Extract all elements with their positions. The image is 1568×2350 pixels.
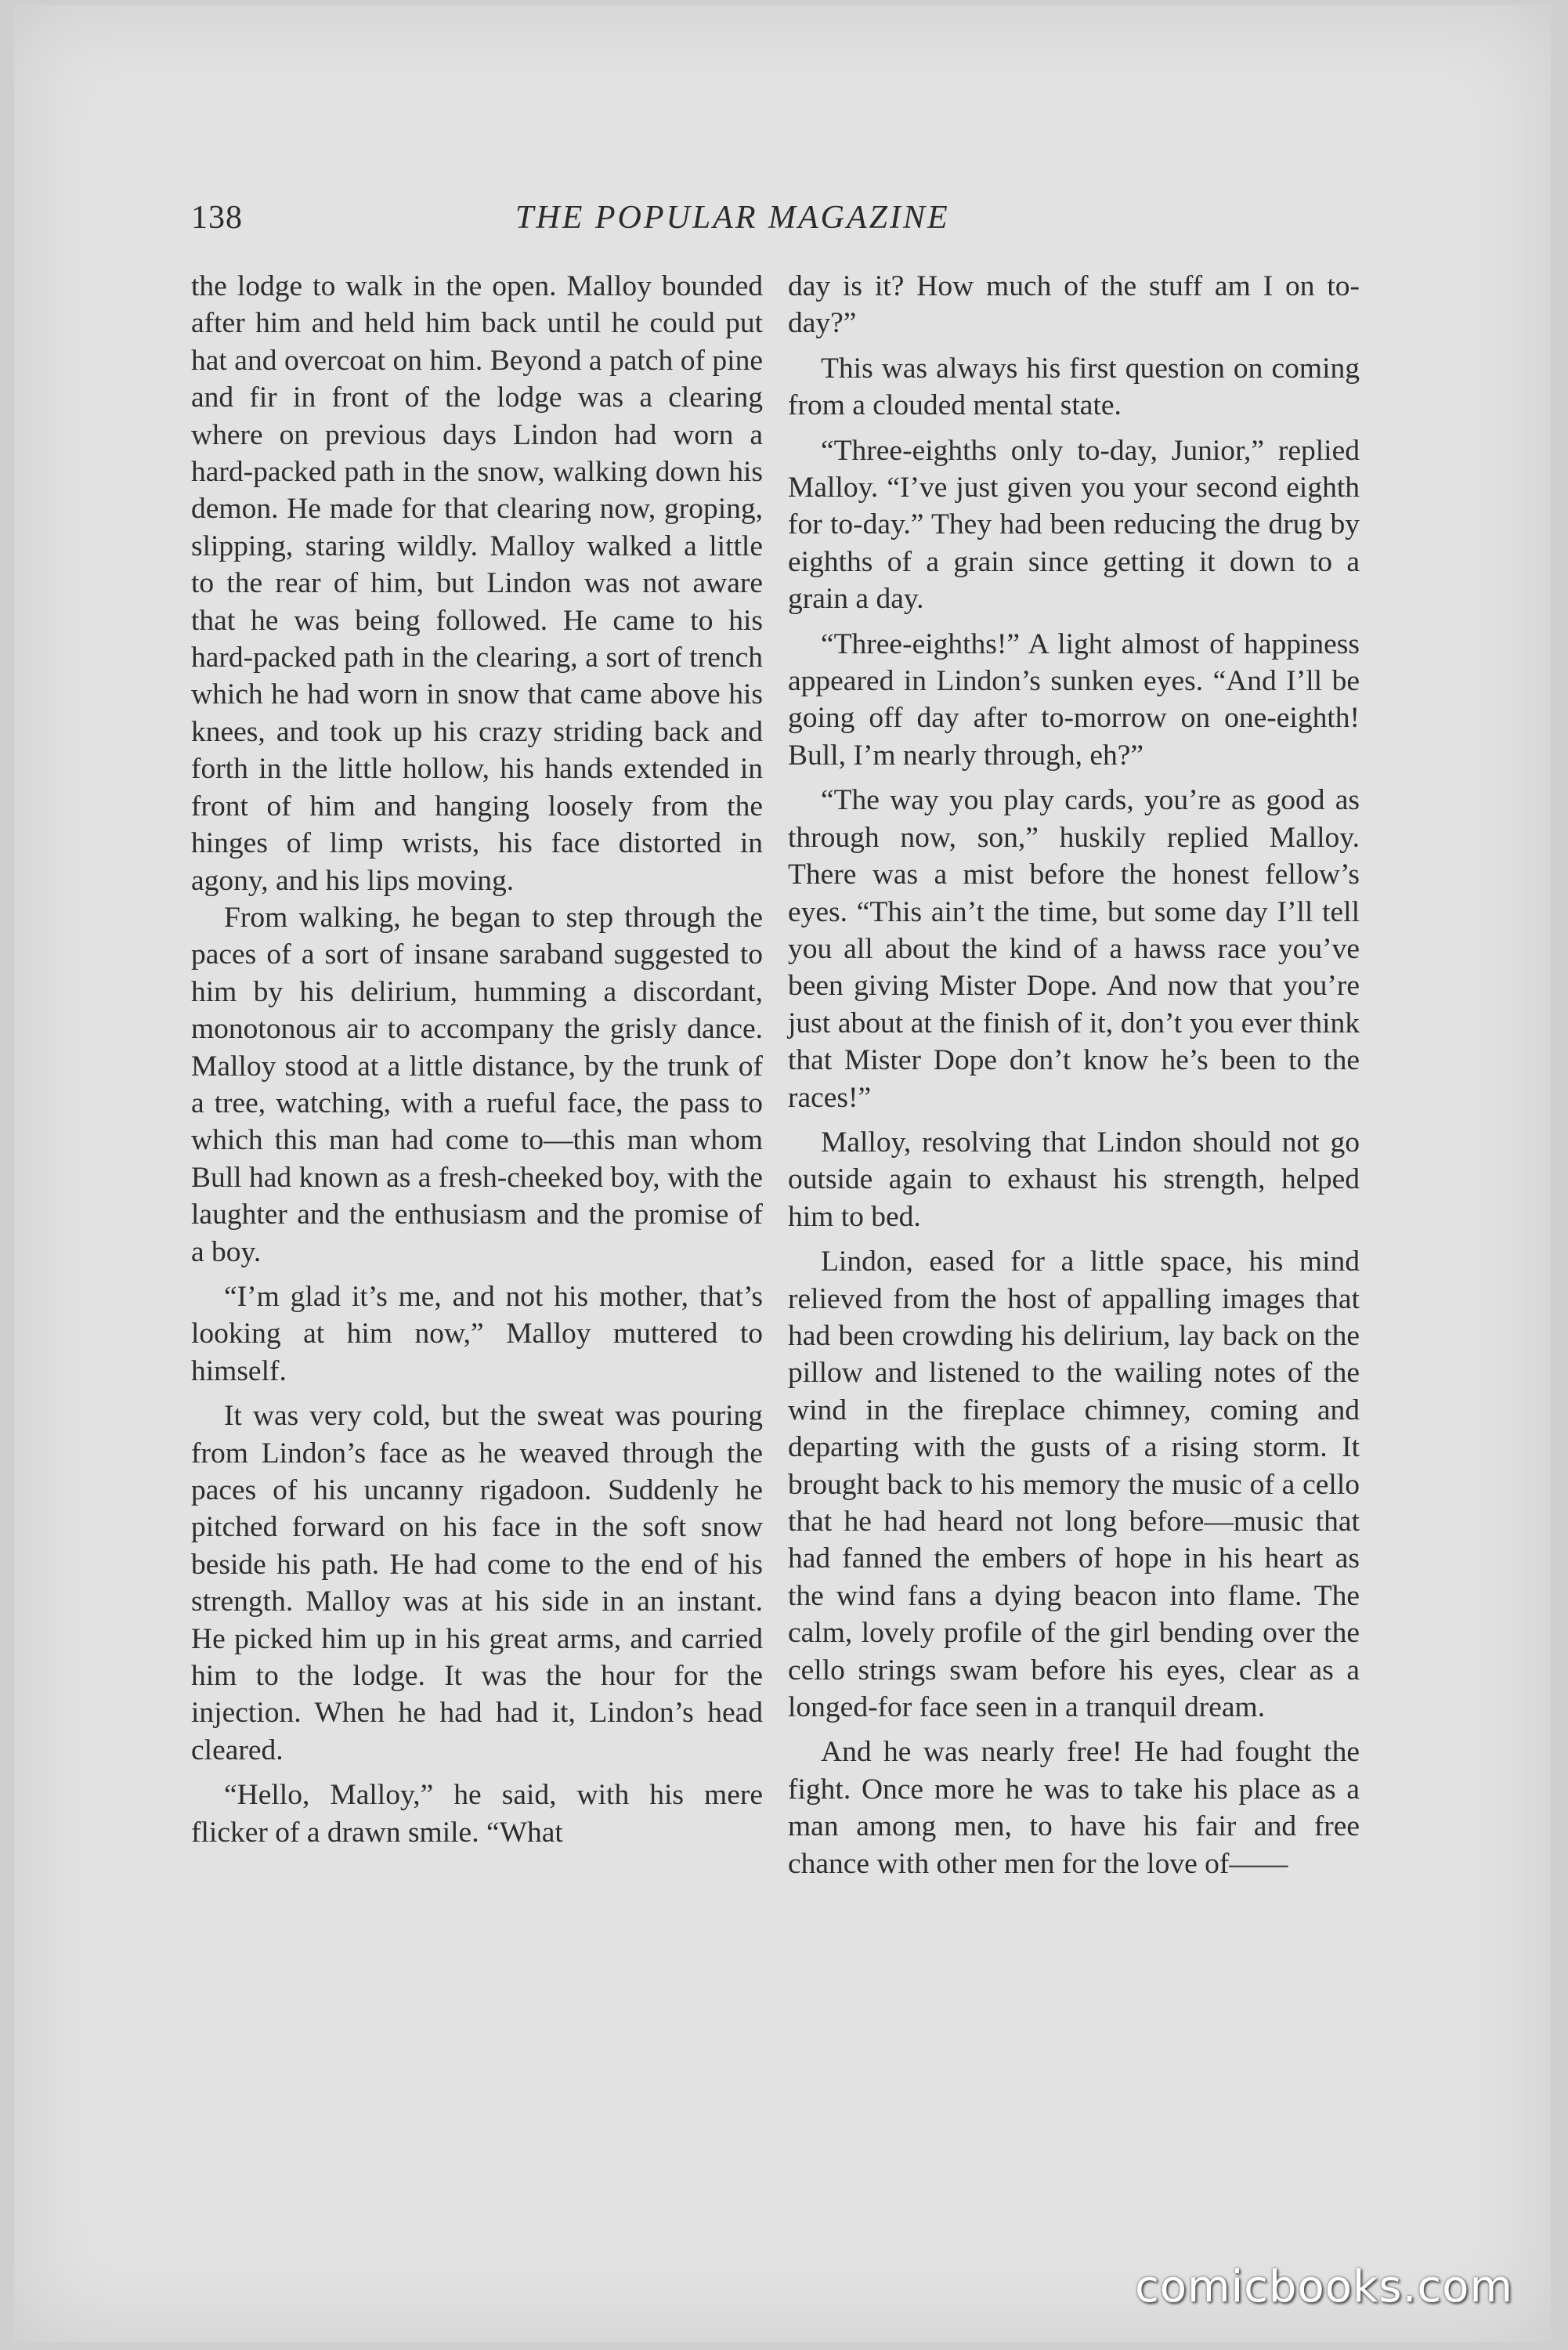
paragraph: “Hello, Malloy,” he said, with his mere flicker of a drawn smile. “What xyxy=(191,1779,763,1849)
paragraph: “The way you play cards, you’re as good as through now, son,” huskily replied Malloy. There was a mist before the honest fellow’s eyes. “This ain’t the time, but some day I’ll tell you all about the kind of a hawss race you’ve been giving Mister Dope. And now that you’re just about at the finish of it, don’t you ever think that Mister Dope don’t know he’s been to the races!” xyxy=(788,784,1360,1114)
paragraph: day is it? How much of the stuff am I on to-day?” xyxy=(788,270,1360,340)
right-column xyxy=(788,268,1360,1882)
paragraph: Lindon, eased for a little space, his mind relieved from the host of appalling images that had been crowding his delirium, lay back on the pillow and listened to the wailing notes of the wind in the fireplace chimney, coming and departing with the gusts of a rising storm. It brought back to his memory the music of a cello that he had heard not long before—music that had fanned the embers of hope in his heart as the wind fans a dying beacon into flame. The calm, lovely profile of the girl bending over the cello strings swam before his eyes, clear as a longed-for face seen in a tranquil dream. xyxy=(788,1246,1360,1724)
paragraph: This was always his first question on coming from a clouded mental state. xyxy=(788,352,1360,422)
paragraph: It was very cold, but the sweat was pouring from Lindon’s face as he weaved through the paces of his uncanny rigadoon. Suddenly he pitched forward on his face in the soft snow beside his path. He had come to the end of his strength. Malloy was at his side in an instant. He picked him up in his great arms, and carried him to the lodge. It was the hour for the injection. When he had had it, Lindon’s head cleared. xyxy=(191,1400,763,1766)
running-title: THE POPULAR MAGAZINE xyxy=(515,200,950,236)
magazine-page xyxy=(14,5,1551,2342)
paragraph: “I’m glad it’s me, and not his mother, that’s looking at him now,” Malloy muttered to himself. xyxy=(191,1280,763,1387)
paragraph: Malloy, resolving that Lindon should not go outside again to exhaust his strength, helped him to bed. xyxy=(788,1126,1360,1233)
paragraph: “Three-eighths only to-day, Junior,” replied Malloy. “I’ve just given you your second eighth for to-day.” They had been reducing the drug by eighths of a grain since getting it down to a grain a day. xyxy=(788,434,1360,616)
left-column xyxy=(191,268,763,1851)
page-number: 138 xyxy=(191,200,243,236)
paragraph: “Three-eighths!” A light almost of happiness appeared in Lindon’s sunken eyes. “And I’ll be going off day after to-morrow on one-eighth! Bull, I’m nearly through, eh?” xyxy=(788,627,1360,772)
paragraph: the lodge to walk in the open. Malloy bounded after him and held him back until he could put hat and overcoat on him. Beyond a patch of pine and fir in front of the lodge was a clearing where on previous days Lindon had worn a hard-packed path in the snow, walking down his demon. He made for that clearing now, groping, slipping, staring wildly. Malloy walked a little to the rear of him, but Lindon was not aware that he was being followed. He came to his hard-packed path in the clearing, a sort of trench which he had worn in snow that came above his knees, and took up his crazy striding back and forth in the little hollow, his hands extended in front of him and hanging loosely from the hinges of limp wrists, his face distorted in agony, and his lips moving. xyxy=(191,270,763,897)
paragraph: And he was nearly free! He had fought the fight. Once more he was to take his place as a man among men, to have his fair and free chance with other men for the love of—— xyxy=(788,1736,1360,1880)
page-header xyxy=(14,199,1551,246)
paragraph: From walking, he began to step through the paces of a sort of insane saraband suggested to him by his delirium, humming a discordant, monotonous air to accompany the grisly dance. Malloy stood at a little distance, by the trunk of a tree, watching, with a rueful face, the pass to which this man had come to—this man whom Bull had known as a fresh-cheeked boy, with the laughter and the enthusiasm and the promise of a boy. xyxy=(191,901,763,1268)
site-watermark: comicbooks.com xyxy=(1134,2261,1513,2312)
